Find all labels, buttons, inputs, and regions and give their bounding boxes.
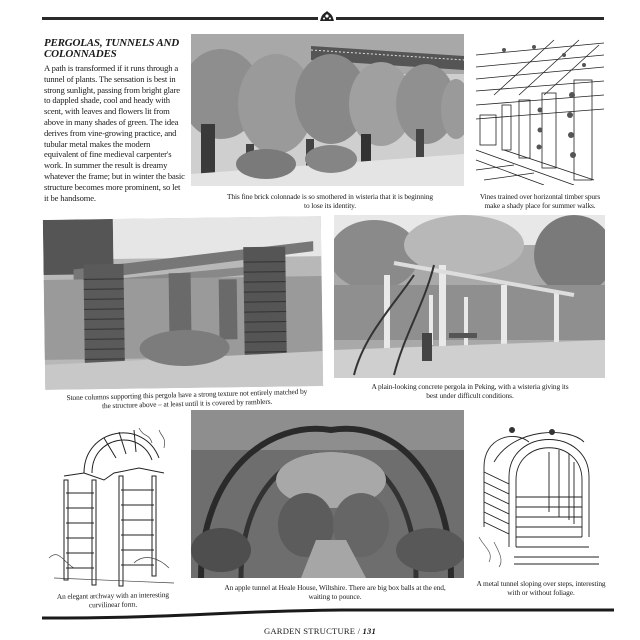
caption-elegant-archway: An elegant archway with an interesting curvilinear form. <box>56 590 170 610</box>
caption-metal-tunnel: A metal tunnel sloping over steps, interesting with or without foliage. <box>476 579 606 597</box>
caption-stone-columns: Stone columns supporting this pergola have a strong texture not entirely matched by the structure above – at least until it is covered by ramblers. <box>66 386 308 411</box>
photo-stone-columns <box>43 216 323 390</box>
drawing-elegant-archway <box>44 418 184 590</box>
caption-timber-spurs: Vines trained over horizontal timber spurs make a shady place for summer walks. <box>479 192 601 210</box>
intro-block <box>44 38 186 203</box>
caption-concrete-pergola: A plain-looking concrete pergola in Peking, with a wisteria giving its best under difficult conditions. <box>371 382 569 400</box>
footer-section: GARDEN STRUCTURE / <box>263 626 363 636</box>
page-number: 131 <box>362 626 377 636</box>
page-footer <box>0 626 640 636</box>
photo-brick-colonnade <box>191 34 464 186</box>
photo-concrete-pergola <box>334 215 605 378</box>
drawing-timber-spurs <box>474 35 606 185</box>
fleuron-icon <box>318 9 336 23</box>
section-title: PERGOLAS, TUNNELS AND COLONNADES <box>44 37 180 60</box>
caption-apple-tunnel: An apple tunnel at Heale House, Wiltshire. There are big box balls at the end, waiting to pounce. <box>224 583 446 601</box>
bottom-rule <box>42 607 614 619</box>
photo-apple-tunnel <box>191 410 464 578</box>
caption-brick-colonnade: This fine brick colonnade is so smothered in wisteria that it is beginning to lose its identity. <box>226 192 434 210</box>
intro-text: A path is transformed if it runs through a tunnel of plants. The sensation is best in strong sunlight, passing from bright glare to dappled shade, cool and heady with scent, with leaves and flowers lit from above in many shades of green. The idea derives from vine-growing practice, and tubular metal makes the modern equivalent of fine medieval carpenter's work. In summer the result is dreamy whatever the frame; but in winter the basic structure becomes more prominent, so let it be handsome. <box>44 63 185 203</box>
drawing-metal-tunnel <box>474 412 606 572</box>
